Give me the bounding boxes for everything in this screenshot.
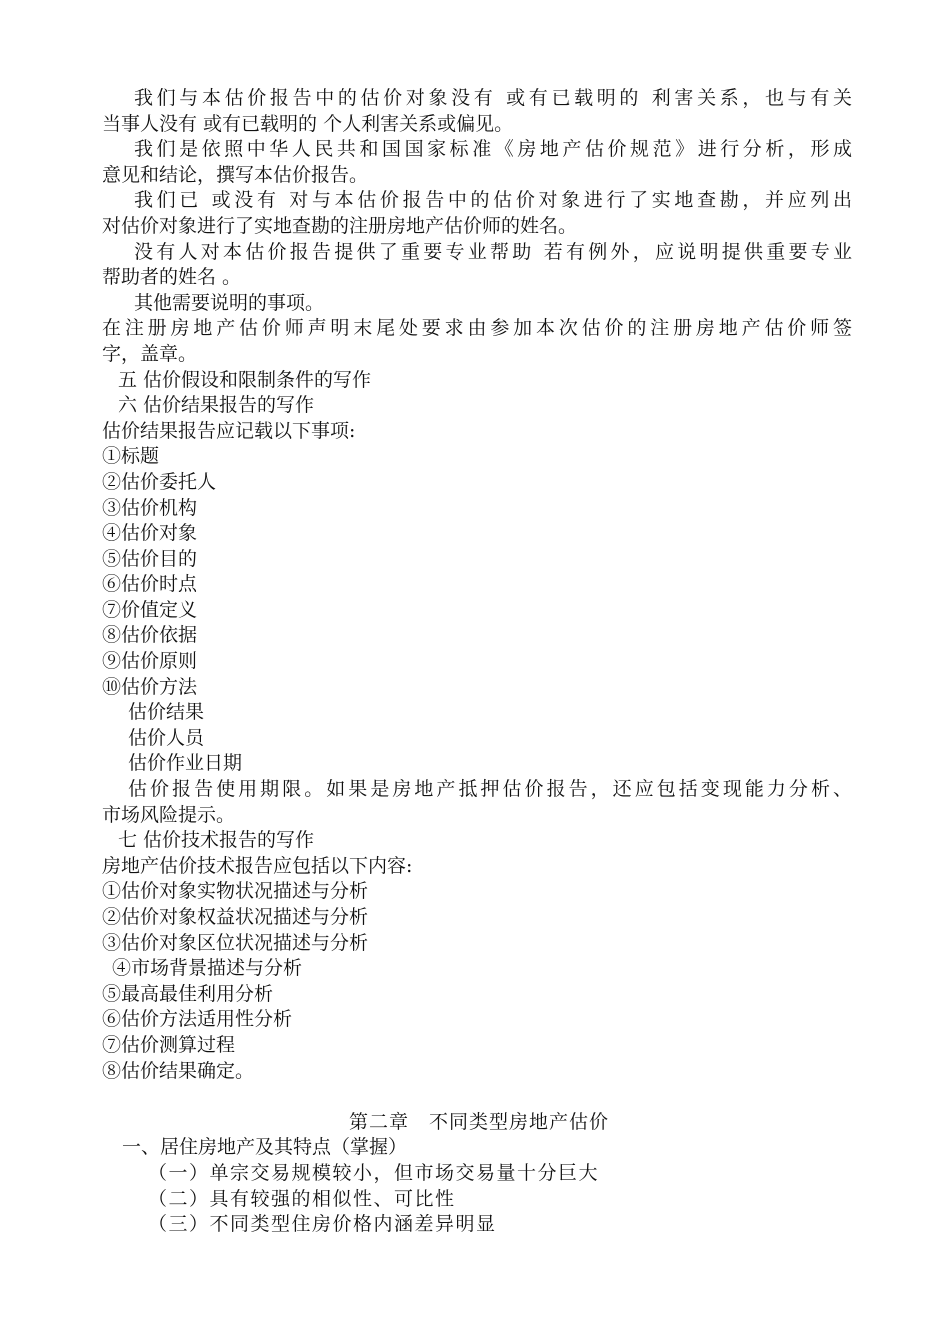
list-item: 估价作业日期	[128, 752, 243, 775]
statement-paragraph-4	[102, 240, 852, 291]
result-intro: 估价结果报告应记载以下事项:	[102, 419, 356, 442]
list-item: ①标题	[102, 445, 160, 468]
chapter-point: （一）单宗交易规模较小，但市场交易量十分巨大	[148, 1161, 600, 1184]
list-item: 估价人员	[128, 726, 205, 749]
statement-paragraph-1	[102, 86, 852, 137]
list-item: ④市场背景描述与分析	[112, 957, 303, 980]
paragraph-line: 帮助者的姓名 。	[102, 266, 242, 289]
list-item: ⑤估价目的	[102, 547, 198, 570]
list-item: ⑦价值定义	[102, 598, 198, 621]
paragraph-line: 意见和结论，撰写本估价报告。	[102, 163, 369, 186]
list-item: ⑥估价方法适用性分析	[102, 1008, 293, 1031]
tech-items-list	[102, 879, 852, 1084]
other-matters: 其他需要说明的事项。	[134, 291, 325, 314]
result-extra-list	[102, 700, 852, 777]
paragraph-line: 估价报告使用期限。如果是房地产抵押估价报告，还应包括变现能力分析、	[128, 778, 852, 801]
chapter-point: （三）不同类型住房价格内涵差异明显	[148, 1213, 497, 1236]
list-item: ⑧估价依据	[102, 624, 198, 647]
list-item: ⑥估价时点	[102, 573, 198, 596]
section-heading-5: 五 估价假设和限制条件的写作	[118, 368, 372, 391]
chapter-point: （二）具有较强的相似性、可比性	[148, 1187, 456, 1210]
list-item: ⑤最高最佳利用分析	[102, 982, 274, 1005]
list-item: ③估价对象区位状况描述与分析	[102, 931, 369, 954]
paragraph-line: 市场风险提示。	[102, 803, 236, 826]
spacer	[102, 1084, 852, 1110]
paragraph-line: 当事人没有 或有已载明的 个人利害关系或偏见。	[102, 112, 514, 135]
section-heading-7: 七 估价技术报告的写作	[118, 829, 315, 852]
list-item: ④估价对象	[102, 522, 198, 545]
chapter-section-heading: 一、居住房地产及其特点（掌握）	[122, 1136, 408, 1159]
paragraph-line: 我们与本估价报告中的估价对象没有 或有已载明的 利害关系，也与有关	[134, 87, 852, 109]
list-item: ①估价对象实物状况描述与分析	[102, 880, 369, 903]
document-page	[102, 86, 852, 1238]
section-heading-6: 六 估价结果报告的写作	[118, 394, 315, 417]
tech-intro: 房地产估价技术报告应包括以下内容:	[102, 854, 413, 877]
paragraph-line: 字，盖章。	[102, 342, 198, 365]
paragraph-line: 没有人对本估价报告提供了重要专业帮助 若有例外，应说明提供重要专业	[134, 240, 852, 263]
list-item: ⑧估价结果确定。	[102, 1059, 255, 1082]
paragraph-line: 我们已 或没有 对与本估价报告中的估价对象进行了实地查勘，并应列出	[134, 189, 852, 212]
result-items-list	[102, 444, 852, 700]
list-item: ⑦估价测算过程	[102, 1033, 236, 1056]
list-item: ②估价对象权益状况描述与分析	[102, 906, 369, 928]
list-item: ②估价委托人	[102, 470, 217, 493]
statement-paragraph-2	[102, 137, 852, 188]
validity-paragraph	[102, 777, 852, 828]
paragraph-line: 我们是依照中华人民共和国国家标准《房地产估价规范》进行分析，形成	[134, 138, 852, 161]
list-item: ③估价机构	[102, 496, 198, 519]
sign-note	[102, 316, 852, 367]
paragraph-line: 在注册房地产估价师声明末尾处要求由参加本次估价的注册房地产估价师签	[102, 317, 852, 340]
list-item: 估价结果	[128, 701, 205, 724]
list-item: ⑩估价方法	[102, 675, 198, 698]
statement-paragraph-3	[102, 188, 852, 239]
chapter-title: 第二章 不同类型房地产估价	[348, 1110, 609, 1133]
list-item: ⑨估价原则	[102, 650, 198, 673]
paragraph-line: 对估价对象进行了实地查勘的注册房地产估价师的姓名。	[102, 214, 578, 237]
